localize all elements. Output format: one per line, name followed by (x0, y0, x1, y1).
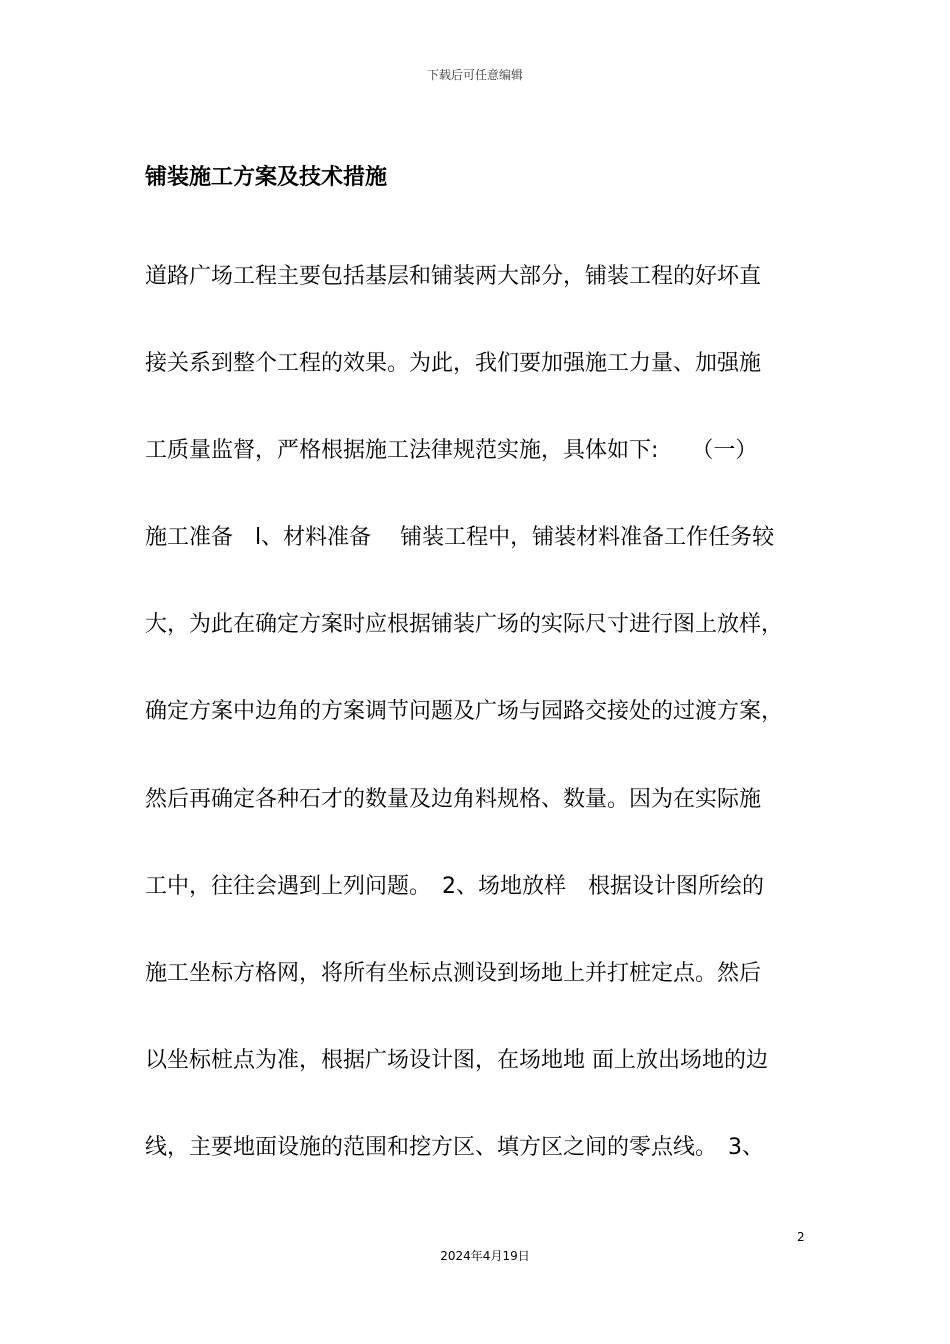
body-line: 线，主要地面设施的范围和挖方区、填方区之间的零点线。 3、 (145, 1135, 764, 1160)
footer-date: 2024年4月19日 (440, 1249, 530, 1263)
page-number: 2 (797, 1230, 805, 1244)
body-line: 施工坐标方格网，将所有坐标点测设到场地上并打桩定点。然后 (145, 961, 762, 986)
body-line: 大，为此在确定方案时应根据铺装广场的实际尺寸进行图上放样， (145, 612, 784, 637)
header-note: 下载后可任意编辑 (426, 68, 523, 82)
body-line: 然后再确定各种石才的数量及边角料规格、数量。因为在实际施 (145, 787, 762, 812)
body-line: 确定方案中边角的方案调节问题及广场与园路交接处的过渡方案， (145, 699, 784, 724)
body-line: 接关系到整个工程的效果。为此，我们要加强施工力量、加强施 (145, 351, 762, 376)
body-line: 工质量监督，严格根据施工法律规范实施，具体如下: （一） (145, 438, 758, 463)
body-line: 道路广场工程主要包括基层和铺装两大部分，铺装工程的好坏直 (145, 264, 762, 289)
body-line: 工中，往往会遇到上列问题。 2、场地放样 根据设计图所绘的 (145, 874, 764, 899)
body-line: 以坐标桩点为准，根据广场设计图，在场地地 面上放出场地的边 (145, 1048, 768, 1073)
body-line: 施工准备 l、材料准备 铺装工程中，铺装材料准备工作任务较 (145, 525, 775, 550)
document-title: 铺装施工方案及技术措施 (145, 165, 388, 190)
